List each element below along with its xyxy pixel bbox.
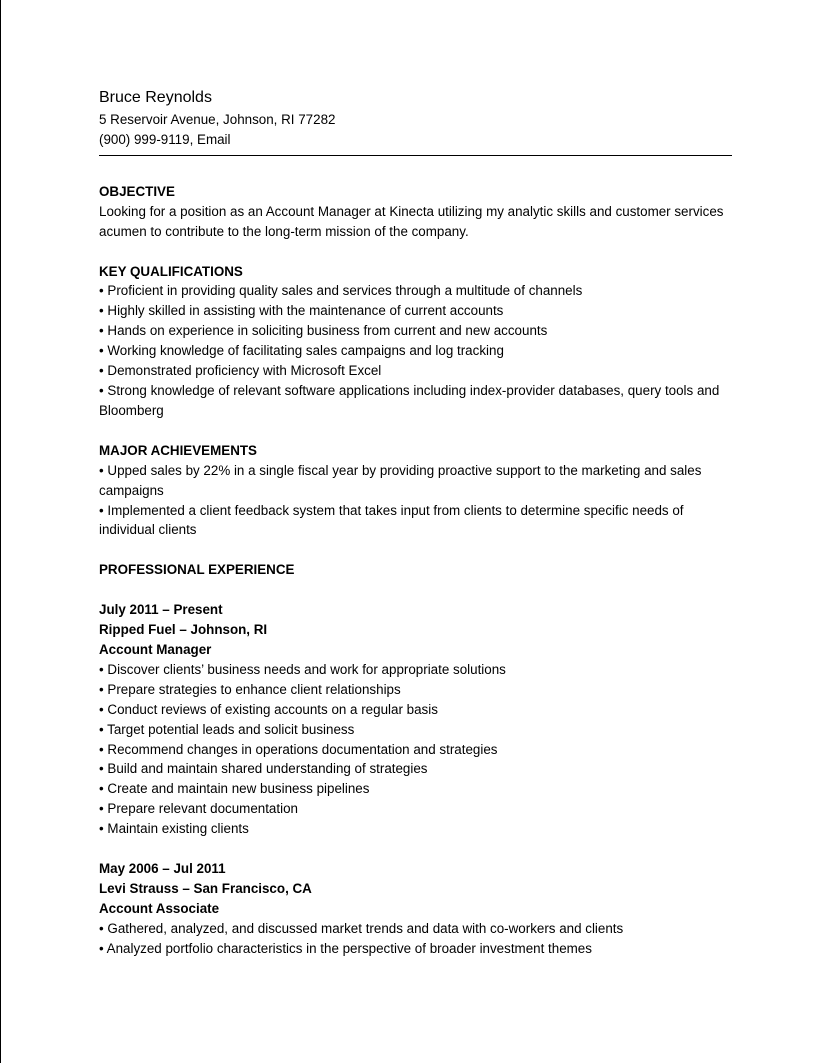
candidate-address: 5 Reservoir Avenue, Johnson, RI 77282: [99, 112, 336, 127]
candidate-name: Bruce Reynolds: [99, 89, 212, 106]
job-role: Account Associate: [99, 900, 220, 916]
qualification-item: • Working knowledge of facilitating sales campaigns and log tracking: [99, 343, 504, 359]
qualification-item: • Proficient in providing quality sales and services through a multitude of channels: [99, 283, 583, 299]
job-entry: [99, 600, 749, 839]
objective-section: [99, 182, 749, 242]
candidate-contact: (900) 999-9119, Email: [99, 131, 231, 147]
job-duty-item: • Prepare relevant documentation: [99, 801, 298, 817]
job-duty-item: • Discover clients’ business needs and work for appropriate solutions: [99, 661, 506, 677]
job-duties-list: [99, 660, 739, 839]
qualifications-list: [99, 281, 739, 420]
achievements-section: [99, 441, 749, 541]
job-duties-list: [99, 919, 739, 959]
job-company: Levi Strauss – San Francisco, CA: [99, 881, 312, 896]
job-role: Account Manager: [99, 642, 212, 658]
experience-heading: PROFESSIONAL EXPERIENCE: [99, 562, 295, 578]
resume-header: [99, 86, 749, 156]
job-company: Ripped Fuel – Johnson, RI: [99, 622, 268, 638]
job-dates: May 2006 – Jul 2011: [99, 861, 226, 877]
page-left-edge: [0, 0, 1, 1063]
job-duty-item: • Maintain existing clients: [99, 821, 249, 837]
qualification-item: • Hands on experience in soliciting business from current and new accounts: [99, 323, 548, 339]
job-duty-item: • Gathered, analyzed, and discussed market trends and data with co-workers and clients: [99, 920, 624, 936]
job-duty-item: • Build and maintain shared understanding of strategies: [99, 761, 428, 777]
job-duty-item: • Recommend changes in operations documentation and strategies: [99, 741, 498, 757]
job-duty-item: • Analyzed portfolio characteristics in the perspective of broader investment themes: [99, 940, 592, 956]
achievements-heading: MAJOR ACHIEVEMENTS: [99, 442, 257, 458]
experience-section: [99, 560, 749, 958]
achievement-item: • Implemented a client feedback system that takes input from clients to determine specific needs of individual clients: [99, 502, 684, 538]
qualifications-heading: KEY QUALIFICATIONS: [99, 263, 243, 279]
job-entry: [99, 859, 749, 959]
job-duty-item: • Target potential leads and solicit business: [99, 721, 355, 737]
qualification-item: • Demonstrated proficiency with Microsoft Excel: [99, 363, 382, 379]
qualification-item: • Highly skilled in assisting with the maintenance of current accounts: [99, 303, 504, 319]
job-duty-item: • Create and maintain new business pipelines: [99, 781, 370, 797]
achievements-list: [99, 461, 739, 541]
job-duty-item: • Prepare strategies to enhance client relationships: [99, 681, 401, 697]
qualification-item: • Strong knowledge of relevant software applications including index-provider databases, query tools and Bloomberg: [99, 382, 720, 418]
qualifications-section: [99, 262, 749, 421]
achievement-item: • Upped sales by 22% in a single fiscal year by providing proactive support to the marketing and sales campaigns: [99, 462, 702, 498]
job-duty-item: • Conduct reviews of existing accounts on a regular basis: [99, 701, 438, 717]
resume-document: [99, 86, 749, 959]
job-dates: July 2011 – Present: [99, 602, 223, 618]
objective-text: Looking for a position as an Account Manager at Kinecta utilizing my analytic skills and customer services acumen to contribute to the long-term mission of the company.: [99, 203, 724, 239]
objective-heading: OBJECTIVE: [99, 183, 175, 199]
